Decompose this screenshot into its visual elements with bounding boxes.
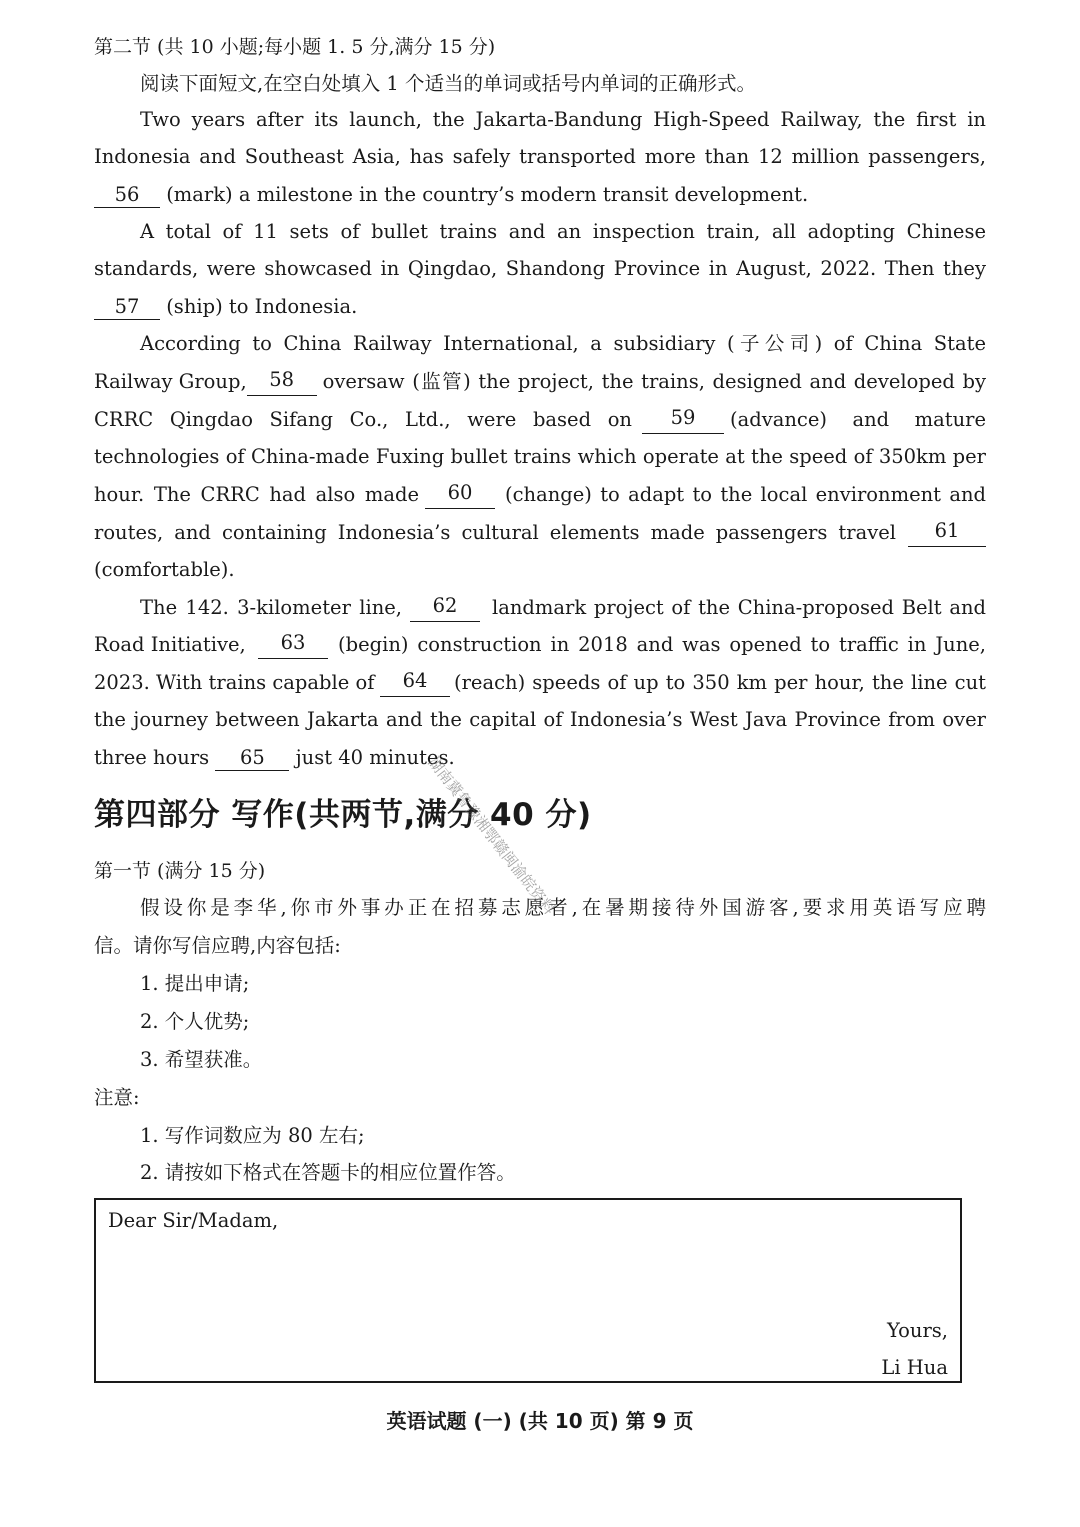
section2-header: 第二节 (共 10 小题;每小题 1. 5 分,满分 15 分) <box>94 36 496 58</box>
blank-58: 58 <box>247 368 317 396</box>
note-1: 1. 写作词数应为 80 左右; <box>140 1124 365 1147</box>
p3-line2-after: oversaw (监管) the project, the trains, designed and developed by <box>322 370 986 393</box>
p3-line7: (comfortable). <box>94 558 235 581</box>
blank-61: 61 <box>908 519 986 547</box>
note-label: 注意: <box>94 1086 140 1109</box>
task-line1: 假设你是李华,你市外事办正在招募志愿者,在暑期接待外国游客,要求用英语写应聘 <box>140 896 986 919</box>
p2-line2: standards, were showcased in Qingdao, Shandong Province in August, 2022. Then they <box>94 257 986 280</box>
p1-line3-text: (mark) a milestone in the country’s modern transit development. <box>160 183 809 206</box>
blank-59: 59 <box>642 406 724 434</box>
blank-65: 65 <box>215 746 289 771</box>
blank-57: 57 <box>94 295 160 320</box>
blank-64: 64 <box>380 669 450 697</box>
p2-line3 <box>94 293 986 321</box>
part4-section1-header: 第一节 (满分 15 分) <box>94 860 266 882</box>
p4-line3-before: 2023. With trains capable of <box>94 671 375 694</box>
p4-line2 <box>94 631 986 659</box>
p4-line1 <box>140 594 986 622</box>
p1-line2: Indonesia and Southeast Asia, has safely transported more than 12 million passengers, <box>94 145 986 168</box>
blank-63: 63 <box>258 631 328 659</box>
task-line2: 信。请你写信应聘,内容包括: <box>94 934 341 957</box>
p4-line5-before: three hours <box>94 746 216 769</box>
note-2: 2. 请按如下格式在答题卡的相应位置作答。 <box>140 1161 516 1184</box>
task-item-1: 1. 提出申请; <box>140 972 250 995</box>
task-item-2: 2. 个人优势; <box>140 1010 250 1033</box>
blank-62: 62 <box>410 594 480 622</box>
p4-line3-after: (reach) speeds of up to 350 km per hour, the line cut <box>454 671 986 694</box>
p3-line2 <box>94 368 986 396</box>
p1-line3 <box>94 181 986 209</box>
p3-line5-after: (change) to adapt to the local environment and <box>505 483 986 506</box>
p4-line5-after: just 40 minutes. <box>289 746 455 769</box>
p4-line2-before: Road Initiative, <box>94 633 246 656</box>
blank-56: 56 <box>94 183 160 208</box>
blank-60: 60 <box>425 481 495 509</box>
part4-title: 第四部分 写作(共两节,满分 40 分) <box>94 797 592 833</box>
p2-line1: A total of 11 sets of bullet trains and an inspection train, all adopting Chinese <box>140 220 986 243</box>
p3-line6-before: routes, and containing Indonesia’s cultural elements made passengers travel <box>94 521 896 544</box>
p4-line4: the journey between Jakarta and the capital of Indonesia’s West Java Province from over <box>94 708 986 731</box>
p3-line6 <box>94 519 986 547</box>
p4-line2-after: (begin) construction in 2018 and was opened to traffic in June, <box>338 633 986 656</box>
p2-line3-text: (ship) to Indonesia. <box>160 295 358 318</box>
letter-signature: Li Hua <box>881 1356 948 1379</box>
p3-line4: technologies of China-made Fuxing bullet trains which operate at the speed of 350km per <box>94 445 986 468</box>
p3-line3-before: CRRC Qingdao Sifang Co., Ltd., were based on <box>94 408 632 431</box>
letter-template-box <box>94 1198 962 1383</box>
p3-line1: According to China Railway International, a subsidiary (子公司) of China State <box>140 332 986 355</box>
p3-line5 <box>94 481 986 509</box>
section2-instruction: 阅读下面短文,在空白处填入 1 个适当的单词或括号内单词的正确形式。 <box>140 72 757 95</box>
page-footer: 英语试题 (一) (共 10 页) 第 9 页 <box>386 1409 694 1433</box>
letter-closing: Yours, <box>886 1319 948 1342</box>
p3-line3 <box>94 406 986 434</box>
p4-line1-after: landmark project of the China-proposed Belt and <box>492 596 986 619</box>
p3-line2-before: Railway Group, <box>94 370 247 393</box>
p1-line1: Two years after its launch, the Jakarta-Bandung High-Speed Railway, the first in <box>140 108 986 131</box>
p3-line5-before: hour. The CRRC had also made <box>94 483 419 506</box>
watermark: 湖南冀鲁豫湘鄂赣闽渝皖资料 <box>424 753 559 918</box>
task-item-3: 3. 希望获准。 <box>140 1048 263 1071</box>
p3-line3-after: (advance) and mature <box>730 408 986 431</box>
p4-line5 <box>94 744 986 772</box>
p4-line1-before: The 142. 3-kilometer line, <box>140 596 402 619</box>
p4-line3 <box>94 669 986 697</box>
letter-salutation: Dear Sir/Madam, <box>108 1209 279 1232</box>
